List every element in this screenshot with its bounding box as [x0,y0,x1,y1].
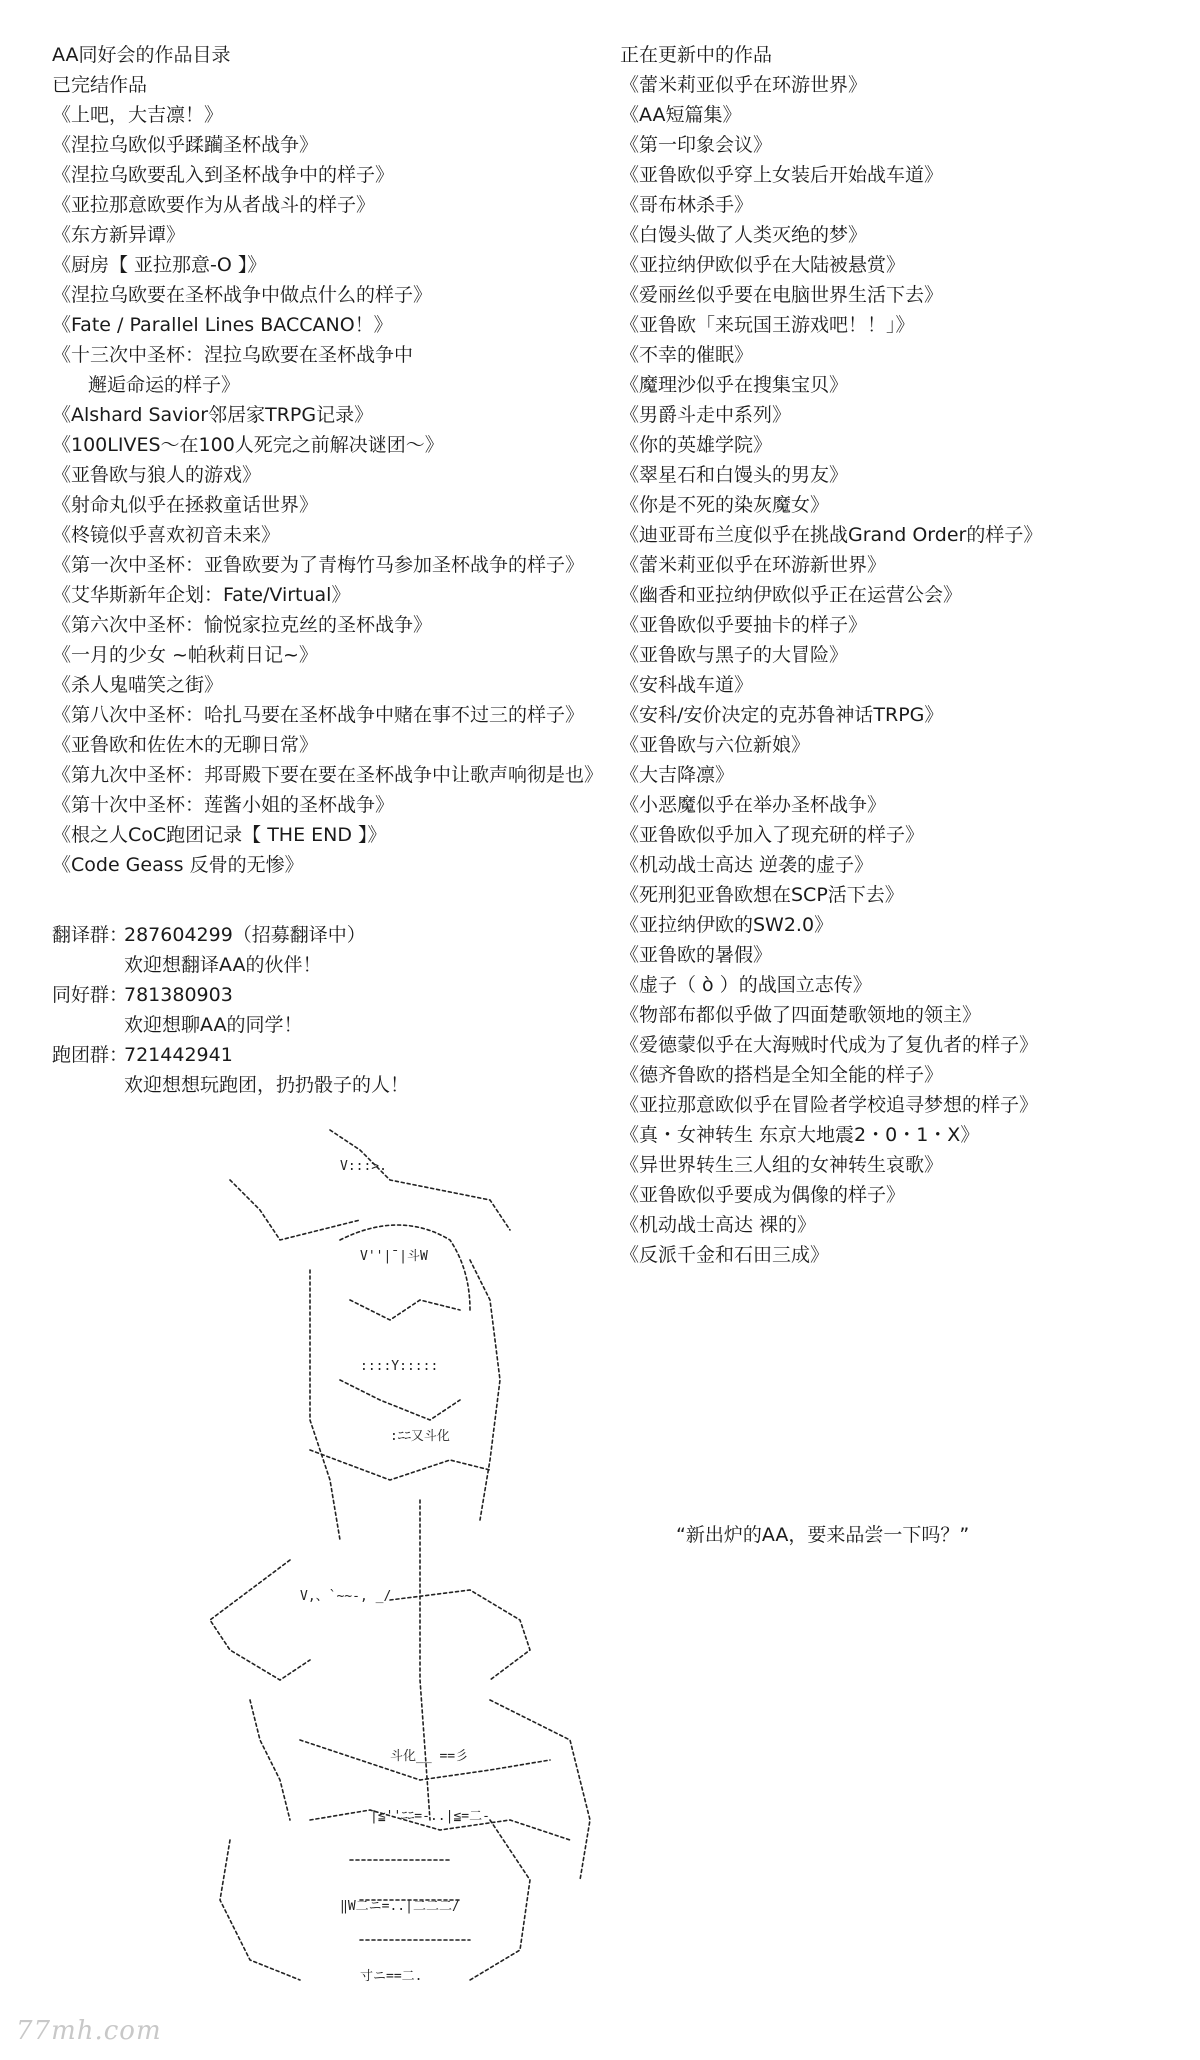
work-title: 《真・女神转生 东京大地震2・0・1・X》 [620,1124,980,1146]
work-title: 《幽香和亚拉纳伊欧似乎正在运营公会》 [620,584,963,606]
work-title: 《男爵斗走中系列》 [620,404,792,426]
work-title: 《你是不死的染灰魔女》 [620,494,830,516]
work-title: 《一月的少女 ~帕秋莉日记~》 [52,644,318,666]
svg-text:|≦''ﾆﾆ=-..|≦=二-: |≦''ﾆﾆ=-..|≦=二- [370,1809,490,1824]
work-title: 《亚拉那意欧要作为从者战斗的样子》 [52,194,376,216]
work-title: 《涅拉乌欧要乱入到圣杯战争中的样子》 [52,164,395,186]
work-title: 《安科/安价决定的克苏鲁神话TRPG》 [620,704,944,726]
work-title: 《上吧，大吉凛！》 [52,104,224,126]
work-title: 《机动战士高达 裸的》 [620,1214,817,1236]
catalog-heading: AA同好会的作品目录 [52,44,231,66]
translate-group-number: 287604299（招募翻译中） [124,924,366,946]
work-title: 《亚鲁欧似乎要抽卡的样子》 [620,614,868,636]
work-title: 《亚鲁欧似乎要成为偶像的样子》 [620,1184,906,1206]
work-title: 《亚鲁欧与六位新娘》 [620,734,811,756]
work-title: 《涅拉乌欧要在圣杯战争中做点什么的样子》 [52,284,433,306]
svg-text::ﾆﾆ又斗化: :ﾆﾆ又斗化 [390,1429,450,1444]
work-title: 《Code Geass 反骨的无惨》 [52,854,304,876]
work-title: 《迪亚哥布兰度似乎在挑战Grand Order的样子》 [620,524,1043,546]
work-title: 《爱德蒙似乎在大海贼时代成为了复仇者的样子》 [620,1034,1039,1056]
work-title: 《魔理沙似乎在搜集宝贝》 [620,374,849,396]
work-title: 《Fate / Parallel Lines BACCANO！》 [52,314,393,336]
svg-text:‖W二ニ=..|二二二/: ‖W二ニ=..|二二二/ [340,1899,460,1914]
work-title: 《柊镜似乎喜欢初音未来》 [52,524,281,546]
work-title: 《根之人CoC跑团记录【 THE END 】》 [52,824,387,846]
work-title: 《安科战车道》 [620,674,754,696]
work-title: 《第九次中圣杯：邦哥殿下要在要在圣杯战争中让歌声响彻是也》 [52,764,604,786]
work-title: 《亚鲁欧似乎加入了现充研的样子》 [620,824,925,846]
work-title: 《亚拉那意欧似乎在冒险者学校追寻梦想的样子》 [620,1094,1039,1116]
completed-label: 已完结作品 [52,74,148,96]
work-title: 《艾华斯新年企划：Fate/Virtual》 [52,584,351,606]
completed-works-column [52,40,604,880]
fan-group-number: 781380903 [124,984,233,1006]
work-title: 邂逅命运的样子》 [88,374,241,396]
work-title: 《异世界转生三人组的女神转生哀歌》 [620,1154,944,1176]
svg-text:V''|¯|斗W: V''|¯|斗W [360,1249,428,1264]
work-title: 《第六次中圣杯：愉悦家拉克丝的圣杯战争》 [52,614,433,636]
work-title: 《死刑犯亚鲁欧想在SCP活下去》 [620,884,904,906]
work-title: 《射命丸似乎在拯救童话世界》 [52,494,319,516]
fan-group-row [52,980,409,1010]
work-title: 《杀人鬼喵笑之街》 [52,674,224,696]
work-title: 《白馒头做了人类灭绝的梦》 [620,224,868,246]
svg-text:斗化__ ==彡: 斗化__ ==彡 [390,1749,469,1764]
work-title: 《Alshard Savior邻居家TRPG记录》 [52,404,374,426]
trpg-group-label: 跑团群： [52,1044,129,1066]
work-title: 《第一印象会议》 [620,134,773,156]
work-title: 《哥布林杀手》 [620,194,754,216]
work-title: 《十三次中圣杯：涅拉乌欧要在圣杯战争中 [52,344,414,366]
work-title: 《反派千金和石田三成》 [620,1244,830,1266]
svg-text:V,、`~~-, _/: V,、`~~-, _/ [300,1589,392,1604]
translate-group-row [52,920,409,950]
work-title: 《亚鲁欧和佐佐木的无聊日常》 [52,734,319,756]
trpg-group-number: 721442941 [124,1044,233,1066]
work-title: 《100LIVES～在100人死完之前解决谜团～》 [52,434,444,456]
work-title: 《机动战士高达 逆袭的虚子》 [620,854,874,876]
translate-group-note: 欢迎想翻译AA的伙伴！ [124,954,322,976]
ongoing-works-column [620,40,1180,1270]
work-title: 《爱丽丝似乎要在电脑世界生活下去》 [620,284,944,306]
work-title: 《翠星石和白馒头的男友》 [620,464,849,486]
work-title: 《蕾米莉亚似乎在环游世界》 [620,74,868,96]
speech-bubble-text: “新出炉的AA，要来品尝一下吗？” [676,1524,970,1546]
ongoing-heading: 正在更新中的作品 [620,44,773,66]
translate-group-label: 翻译群： [52,924,129,946]
work-title: 《东方新异谭》 [52,224,186,246]
work-title: 《小恶魔似乎在举办圣杯战争》 [620,794,887,816]
work-title: 《亚鲁欧的暑假》 [620,944,773,966]
work-title: 《亚拉纳伊欧的SW2.0》 [620,914,834,936]
work-title: 《第八次中圣杯：哈扎马要在圣杯战争中赌在事不过三的样子》 [52,704,585,726]
fan-group-label: 同好群： [52,984,129,1006]
svg-text:V:::>.: V:::>. [340,1159,387,1174]
work-title: 《蕾米莉亚似乎在环游新世界》 [620,554,887,576]
work-title: 《亚鲁欧与狼人的游戏》 [52,464,262,486]
fan-group-note: 欢迎想聊AA的同学！ [124,1014,303,1036]
work-title: 《物部布都似乎做了四面楚歌领地的领主》 [620,1004,982,1026]
site-watermark: 77mh.com [16,2016,162,2046]
ascii-art-character [190,1120,630,2000]
work-title: 《亚鲁欧似乎穿上女装后开始战车道》 [620,164,944,186]
trpg-group-note: 欢迎想想玩跑团，扔扔骰子的人！ [124,1074,410,1096]
work-title: 《亚鲁欧「来玩国王游戏吧！！」》 [620,314,915,336]
completed-list [52,100,604,880]
ongoing-list [620,70,1180,1270]
work-title: 《德齐鲁欧的搭档是全知全能的样子》 [620,1064,944,1086]
trpg-group-row [52,1040,409,1070]
work-title: 《涅拉乌欧似乎蹂躏圣杯战争》 [52,134,319,156]
work-title: 《虚子（ ò ）的战国立志传》 [620,974,872,996]
svg-text:::::Y:::::: ::::Y::::: [360,1359,439,1374]
group-contacts [52,920,409,1100]
work-title: 《第一次中圣杯：亚鲁欧要为了青梅竹马参加圣杯战争的样子》 [52,554,585,576]
svg-text:寸ニ==二.: 寸ニ==二. [360,1969,423,1984]
work-title: 《厨房【 亚拉那意-O 】》 [52,254,267,276]
work-title: 《不幸的催眠》 [620,344,754,366]
work-title: 《第十次中圣杯：莲酱小姐的圣杯战争》 [52,794,395,816]
work-title: 《亚鲁欧与黑子的大冒险》 [620,644,849,666]
work-title: 《AA短篇集》 [620,104,742,126]
work-title: 《亚拉纳伊欧似乎在大陆被悬赏》 [620,254,906,276]
work-title: 《大吉降凛》 [620,764,735,786]
work-title: 《你的英雄学院》 [620,434,773,456]
